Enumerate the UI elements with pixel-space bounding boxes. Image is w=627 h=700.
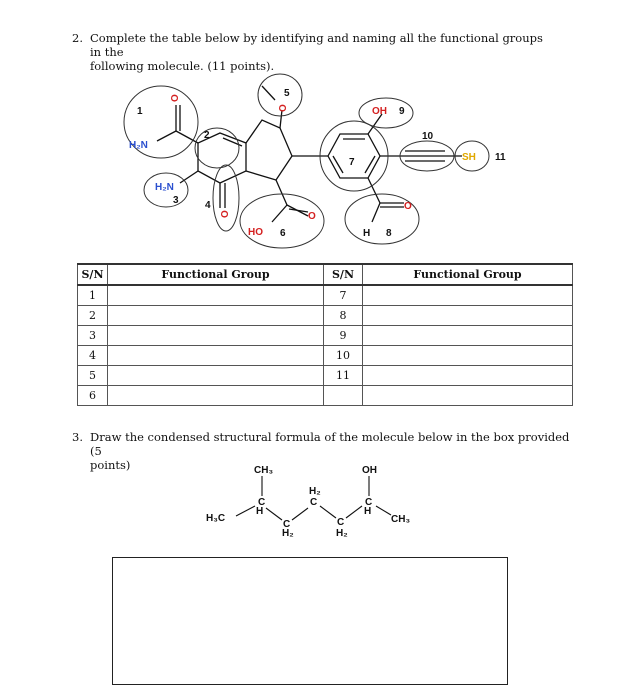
oh-label: OH [362,465,377,476]
label-6: 6 [280,228,286,239]
h-2-label: H [364,506,372,517]
label-9: 9 [399,106,405,117]
label-11: 11 [495,152,506,163]
sn-cell: 1 [78,285,108,306]
sn-cell: 9 [324,326,363,346]
ketone-oxygen-label: O [220,210,231,218]
phenol-oh-label: OH [372,106,387,117]
amine-nh2-label: H₂N [155,182,174,193]
header-sn-right: S/N [324,264,363,285]
ch3-top-label: CH₃ [254,465,274,476]
answer-box[interactable] [112,557,508,685]
label-4: 4 [205,200,211,211]
header-fg-left: Functional Group [108,264,324,285]
sn-cell: 8 [324,306,363,326]
label-1: 1 [137,106,143,117]
amide-nh2-label: H₂N [129,140,148,151]
h2-3-label: H₂ [336,528,348,539]
label-10: 10 [422,131,434,142]
label-8: 8 [386,228,392,239]
sn-cell: 5 [78,366,108,386]
question-2-number: 2. [72,31,83,45]
sn-cell: 3 [78,326,108,346]
sn-cell: 4 [78,346,108,366]
carbon-1-label: C [258,497,266,508]
h2-1-label: H₂ [282,528,294,539]
question-3-line-2: points) [90,458,131,472]
question-3-number: 3. [72,430,83,444]
question-2-line-1: Complete the table below by identifying and naming all the functional groups in the [90,31,543,59]
h3c-label: H₃C [206,513,226,524]
aldehyde-h-label: H [363,228,371,239]
sn-cell: 10 [324,346,363,366]
question-3-line-1: Draw the condensed structural formula of the molecule below in the box provided (5 [90,430,570,458]
header-fg-right: Functional Group [363,264,573,285]
carbon-2-label: C [283,519,291,530]
sn-cell: 7 [324,285,363,306]
methoxy-oxygen-label: O [278,104,289,112]
header-sn-left: S/N [78,264,108,285]
sn-cell: 2 [78,306,108,326]
sn-cell: 11 [324,366,363,386]
acid-ho-label: HO [248,227,263,238]
amide-oxygen-label: O [170,94,181,102]
carbon-5-label: C [365,497,373,508]
carbon-4-label: C [337,517,345,528]
h2-2-label: H₂ [309,486,321,497]
label-5: 5 [284,88,290,99]
label-7: 7 [349,157,355,168]
question-2-line-2: following molecule. (11 points). [90,59,275,73]
label-3: 3 [173,195,179,206]
thiol-sh-label: SH [462,152,476,163]
acid-oxygen-label: O [308,211,316,222]
carbon-3-label: C [310,497,318,508]
label-2: 2 [204,130,210,141]
ch3-right-label: CH₃ [391,514,411,525]
h-1-label: H [256,506,264,517]
aldehyde-oxygen-label: O [404,201,412,212]
sn-cell: 6 [78,386,108,406]
